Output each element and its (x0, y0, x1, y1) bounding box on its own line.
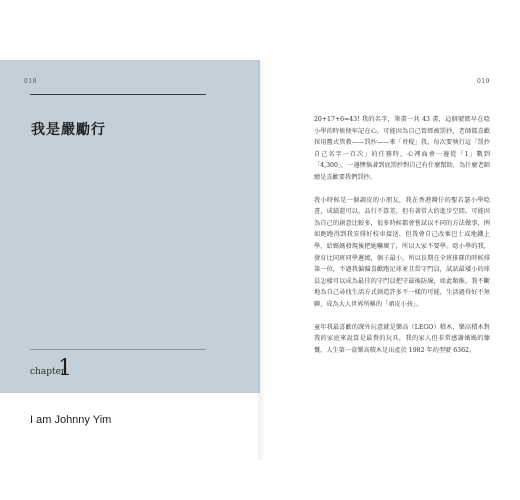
page-number-left: 018 (24, 78, 37, 85)
right-page (266, 60, 520, 460)
paragraph: 我小時候是一個調皮的小朋友，我在香港灣仔的聖若瑟小學唸書，成績還可以，品行不算差，但有著常大的進步空間。可能因為自己的創意比較多，很多時候都會嘗試以不同的方法做事，例如跑跑得到我安排好校車接送，但我會自己改乘巴士或地鐵上學，給媽媽發現後把她嚇壞了，所以大家不要學。唸小學的我，發育比同班同學遲緩，個子最小，所以長期在全班排隊的時候排第一位，不過我偏偏喜歡跑足球並且當守門員，試試最矮小的球員怎樣可以成為最佳的守門員把守最後防線，如此類推，我不斷地為自己尋找生活方式創造許多不一樣的可能，生活過得好不無聊，成為大人世界所稱的「頑皮小孩」。 (314, 196, 490, 308)
bottom-rule (30, 349, 206, 350)
chapter-number: 1 (58, 356, 72, 381)
book-spread (0, 60, 520, 460)
paragraph: 20+17+6=43! 我的名字，筆畫一共 43 畫，這個號碼早在唸小學的時候便牢記在心，可能因為自己曾經被罰抄，老師都喜歡採用舊式管教——罰抄——來「脅棍」我，每次要執行這「罰抄自己名字一百次」的任務時，心裡面會一邊從「1」數到「4,300」，一邊懊惱著到底罰抄對自己有什麼幫助，為什麼老師總是喜歡要我們罰抄。 (314, 116, 490, 181)
chapter-title: 我是嚴勵行 (31, 122, 106, 138)
chapter-label: chapter (30, 367, 66, 377)
page-number-right: 019 (477, 78, 490, 85)
left-page (0, 60, 260, 460)
body-text (314, 114, 490, 367)
chapter-cover-panel (0, 60, 260, 393)
english-title: I am Johnny Yim (30, 414, 112, 426)
top-rule (30, 94, 206, 95)
book-gutter (258, 60, 266, 460)
paragraph: 童年我最喜歡的課外玩意就是樂高（LEGO）積木，樂高積木對我的家庭來說算是最貴的玩具，我的家人但非常感謝媽媽的慷慨，人生第一盒樂高積木是出產於 1982 年的型號 6362。 (314, 323, 490, 354)
